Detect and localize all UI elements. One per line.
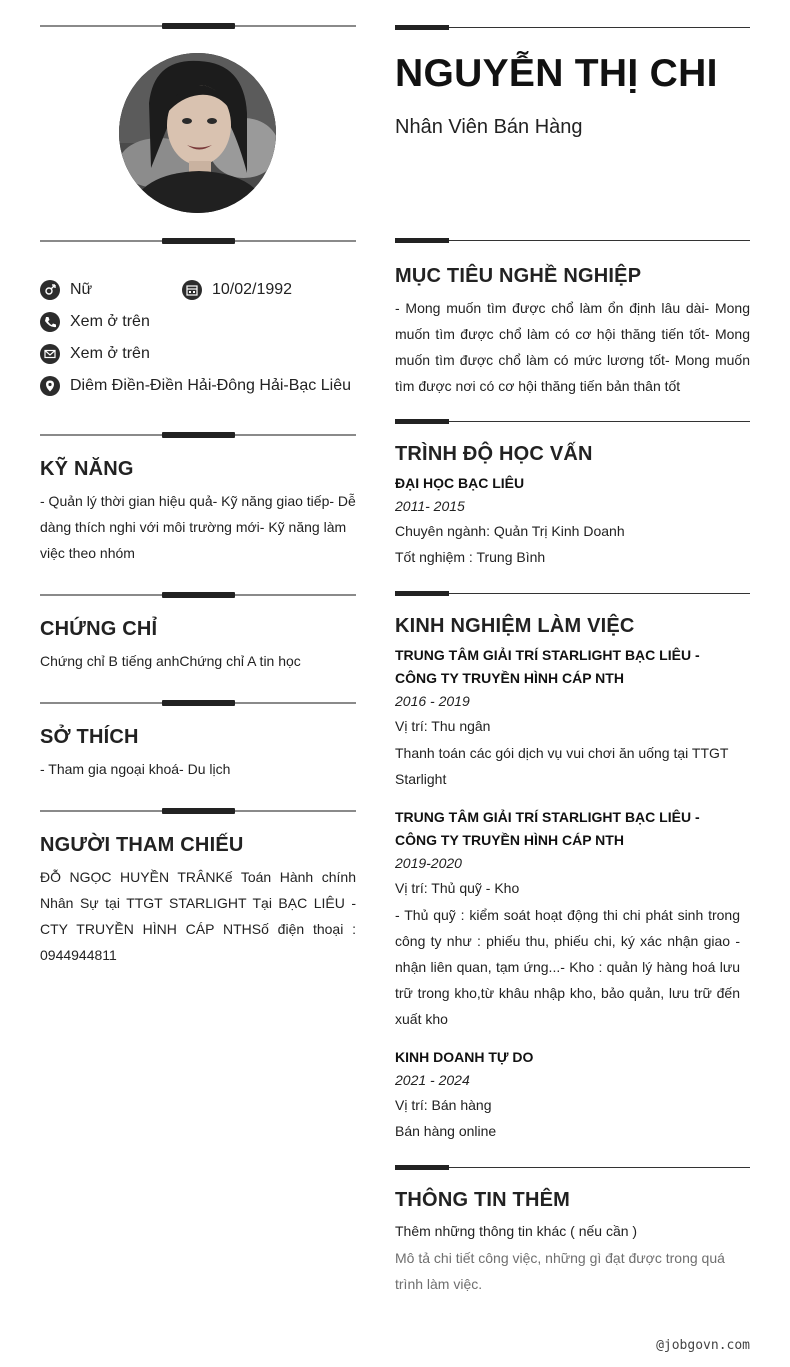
gender-row [40, 279, 92, 301]
gender-icon [40, 280, 60, 300]
divider-certificates [40, 591, 356, 599]
experience-description: Thanh toán các gói dịch vụ vui chơi ăn uống tại TTGT Starlight [395, 745, 729, 787]
birthday-row [182, 279, 292, 301]
divider-objective [395, 238, 750, 244]
divider-top-left [40, 22, 356, 30]
experience-position: Vị trí: Thu ngân [395, 718, 491, 734]
candidate-name: NGUYỄN THỊ CHI [395, 52, 718, 95]
experience-position: Vị trí: Bán hàng [395, 1097, 492, 1113]
email-value: Xem ở trên [70, 345, 150, 362]
calendar-icon [182, 280, 202, 300]
education-grade: Tốt nghiệm : Trung Bình [395, 549, 546, 565]
divider-skills [40, 431, 356, 439]
address-row [40, 375, 351, 397]
skills-title: KỸ NĂNG [40, 458, 134, 480]
references-title: NGƯỜI THAM CHIẾU [40, 834, 244, 856]
additional-title: THÔNG TIN THÊM [395, 1189, 571, 1211]
certificates-title: CHỨNG CHỈ [40, 618, 158, 640]
objective-text: - Mong muốn tìm được chổ làm ổn định lâu dài- Mong muốn tìm được chổ làm có cơ hội thăng tiến tốt- Mong muốn tìm được chổ làm có mức lương tốt- Mong muốn tìm được nơi có cơ hội thăng tiến bản thân tốt [395, 300, 750, 394]
hobbies-text: - Tham gia ngoại khoá- Du lịch [40, 761, 231, 777]
skills-text: - Quản lý thời gian hiệu quả- Kỹ năng giao tiếp- Dễ dàng thích nghi với môi trường mới- Kỹ năng làm việc theo nhóm [40, 493, 356, 561]
education-school: ĐẠI HỌC BẠC LIÊU [395, 475, 525, 491]
avatar [119, 53, 276, 213]
divider-references [40, 807, 356, 815]
gender-value: Nữ [70, 281, 93, 298]
certificates-text: Chứng chỉ B tiếng anhChứng chỉ A tin học [40, 653, 301, 669]
email-row [40, 343, 150, 365]
phone-row [40, 311, 150, 333]
location-icon [40, 376, 60, 396]
education-title: TRÌNH ĐỘ HỌC VẤN [395, 443, 593, 465]
divider-top-right [395, 25, 750, 31]
divider-hobbies [40, 699, 356, 707]
divider-education [395, 419, 750, 425]
footer-credit: @jobgovn.com [656, 1338, 750, 1353]
experience-company: KINH DOANH TỰ DO [395, 1049, 534, 1065]
birthday-value: 10/02/1992 [212, 281, 293, 298]
hobbies-title: SỞ THÍCH [40, 726, 139, 748]
experience-description: - Thủ quỹ : kiểm soát hoạt động thi chi phát sinh trong công ty như : phiếu thu, phiếu chi, ký xác nhận giao - nhận liên quan, tạm ứng...- Kho : quản lý hàng hoá lưu trữ trong kho,từ khâu nhập kho, bảo quản, lưu trữ đến xuất kho [395, 907, 740, 1027]
experience-period: 2019-2020 [395, 855, 462, 871]
objective-title: MỤC TIÊU NGHỀ NGHIỆP [395, 265, 642, 287]
address-value: Diêm Điền-Điền Hải-Đông Hải-Bạc Liêu [70, 377, 351, 394]
experience-period: 2021 - 2024 [395, 1072, 470, 1088]
job-title: Nhân Viên Bán Hàng [395, 116, 583, 138]
experience-position: Vị trí: Thủ quỹ - Kho [395, 880, 520, 896]
education-period: 2011- 2015 [395, 498, 465, 514]
additional-line1: Thêm những thông tin khác ( nếu cần ) [395, 1223, 638, 1239]
additional-line2: Mô tả chi tiết công việc, những gì đạt được trong quá trình làm việc. [395, 1250, 725, 1292]
experience-company: TRUNG TÂM GIẢI TRÍ STARLIGHT BẠC LIÊU - CÔNG TY TRUYỀN HÌNH CÁP NTH [395, 647, 700, 686]
experience-title: KINH NGHIỆM LÀM VIỆC [395, 615, 635, 637]
phone-value: Xem ở trên [70, 313, 150, 330]
phone-icon [40, 312, 60, 332]
divider-additional [395, 1165, 750, 1171]
education-major: Chuyên ngành: Quản Trị Kinh Doanh [395, 523, 625, 539]
experience-company: TRUNG TÂM GIẢI TRÍ STARLIGHT BẠC LIÊU -CÔNG TY TRUYỀN HÌNH CÁP NTH [395, 809, 700, 848]
references-text: ĐỖ NGỌC HUYỀN TRÂNKế Toán Hành chính Nhân Sự tại TTGT STARLIGHT Tại BẠC LIÊU - CTY TRUYỀN HÌNH CÁP NTHSố điện thoại : 0944944811 [40, 869, 356, 963]
email-icon [40, 344, 60, 364]
experience-description: Bán hàng online [395, 1123, 497, 1139]
experience-period: 2016 - 2019 [395, 693, 470, 709]
divider-experience [395, 591, 750, 597]
divider-personal [40, 237, 356, 245]
